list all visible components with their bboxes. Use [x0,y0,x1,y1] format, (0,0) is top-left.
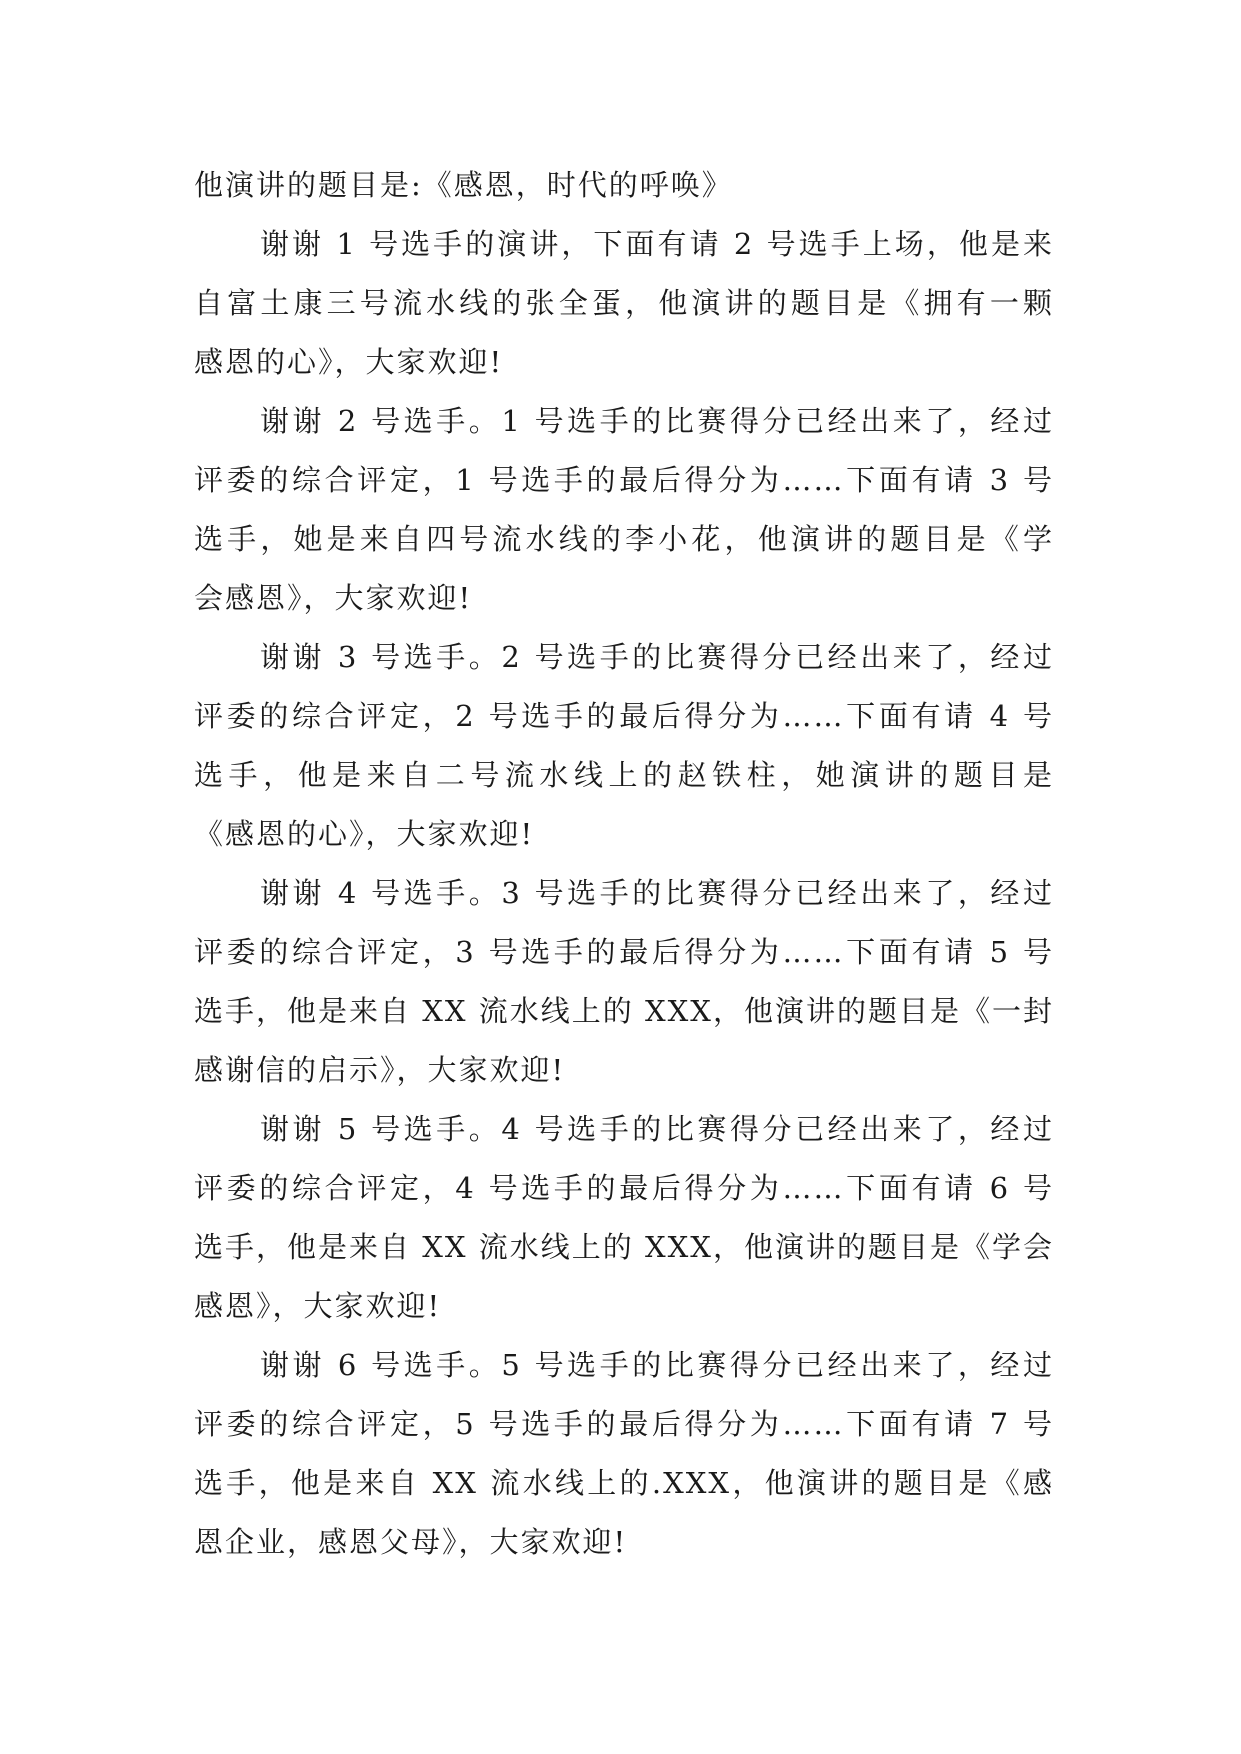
paragraph [194,215,1054,392]
text-line: 选手，他是来自 XX 流水线上的 XXX，他演讲的题目是《一封 [194,994,1054,1028]
paragraph [194,1336,1054,1572]
text-line: 自富土康三号流水线的张全蛋，他演讲的题目是《拥有一颗 [194,286,1054,320]
text-line: 谢谢 6 号选手。5 号选手的比赛得分已经出来了，经过 [260,1348,1054,1382]
text-line: 选手，她是来自四号流水线的李小花，他演讲的题目是《学 [194,522,1054,556]
text-line: 选手，他是来自 XX 流水线上的 XXX，他演讲的题目是《学会 [194,1230,1054,1264]
text-line: 感恩的心》，大家欢迎! [194,345,504,379]
text-line: 谢谢 4 号选手。3 号选手的比赛得分已经出来了，经过 [260,876,1054,910]
text-line: 《感恩的心》，大家欢迎! [194,817,535,851]
text-line: 恩企业，感恩父母》，大家欢迎! [194,1525,628,1559]
text-line: 谢谢 5 号选手。4 号选手的比赛得分已经出来了，经过 [260,1112,1054,1146]
text-line: 评委的综合评定，2 号选手的最后得分为……下面有请 4 号 [194,699,1054,733]
text-line: 感恩》，大家欢迎! [194,1289,442,1323]
text-line: 谢谢 3 号选手。2 号选手的比赛得分已经出来了，经过 [260,640,1054,674]
text-line: 评委的综合评定，1 号选手的最后得分为……下面有请 3 号 [194,463,1054,497]
text-line: 选手，他是来自二号流水线上的赵铁柱，她演讲的题目是 [194,758,1054,792]
text-line: 谢谢 2 号选手。1 号选手的比赛得分已经出来了，经过 [260,404,1054,438]
paragraph [194,628,1054,864]
text-line: 谢谢 1 号选手的演讲，下面有请 2 号选手上场，他是来 [260,227,1054,261]
text-line: 感谢信的启示》，大家欢迎! [194,1053,566,1087]
text-line: 选手，他是来自 XX 流水线上的.XXX，他演讲的题目是《感 [194,1466,1054,1500]
text-line: 他演讲的题目是:《感恩，时代的呼唤》 [194,168,733,202]
paragraph [194,156,1054,215]
paragraph [194,864,1054,1100]
paragraph [194,392,1054,628]
text-line: 评委的综合评定，5 号选手的最后得分为……下面有请 7 号 [194,1407,1054,1441]
text-line: 评委的综合评定，3 号选手的最后得分为……下面有请 5 号 [194,935,1054,969]
text-line: 评委的综合评定，4 号选手的最后得分为……下面有请 6 号 [194,1171,1054,1205]
paragraph [194,1100,1054,1336]
document-body [194,156,1054,1572]
text-line: 会感恩》，大家欢迎! [194,581,473,615]
